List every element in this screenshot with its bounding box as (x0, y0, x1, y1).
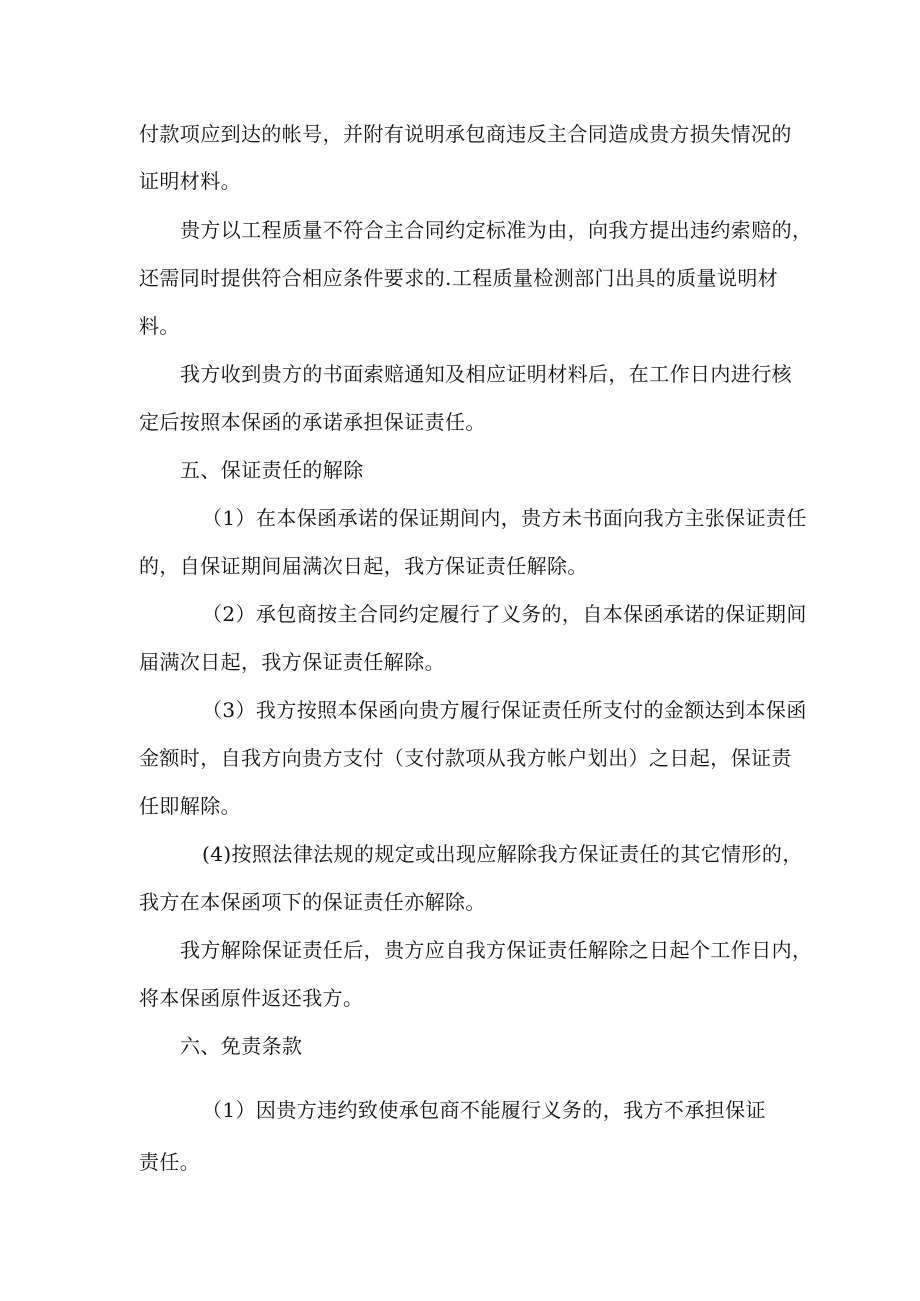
paragraph-line: 责任。 (139, 1150, 201, 1174)
paragraph-line: 金额时，自我方向贵方支付（支付款项从我方帐户划出）之日起，保证责 (139, 746, 792, 770)
paragraph-line: 料。 (139, 314, 180, 338)
paragraph-line: 我方解除保证责任后，贵方应自我方保证责任解除之日起个工作日内， (180, 938, 813, 962)
paragraph-line: 任即解除。 (139, 794, 241, 818)
section-heading: 六、免责条款 (180, 1034, 303, 1058)
paragraph-line: （2）承包商按主合同约定履行了义务的，自本保函承诺的保证期间 (202, 602, 807, 626)
paragraph-line: 定后按照本保函的承诺承担保证责任。 (139, 410, 486, 434)
paragraph-line: 证明材料。 (139, 169, 241, 193)
paragraph-line: 还需同时提供符合相应条件要求的.工程质量检测部门出具的质量说明材 (139, 266, 779, 290)
paragraph-line: （1）因贵方违约致使承包商不能履行义务的，我方不承担保证 (202, 1098, 766, 1122)
paragraph-line: 的，自保证期间届满次日起，我方保证责任解除。 (139, 554, 588, 578)
paragraph-line: (4)按照法律法规的规定或出现应解除我方保证责任的其它情形的， (202, 842, 803, 866)
paragraph-line: 我方收到贵方的书面索赔通知及相应证明材料后，在工作日内进行核 (180, 362, 792, 386)
paragraph-line: 付款项应到达的帐号，并附有说明承包商违反主合同造成贵方损失情况的 (139, 122, 792, 146)
section-heading: 五、保证责任的解除 (180, 458, 364, 482)
paragraph-line: 我方在本保函项下的保证责任亦解除。 (139, 890, 486, 914)
paragraph-line: （1）在本保函承诺的保证期间内，贵方未书面向我方主张保证责任 (202, 506, 807, 530)
paragraph-line: 届满次日起，我方保证责任解除。 (139, 650, 445, 674)
paragraph-line: 贵方以工程质量不符合主合同约定标准为由，向我方提出违约索赔的， (180, 218, 813, 242)
paragraph-line: 将本保函原件返还我方。 (139, 986, 364, 1010)
paragraph-line: （3）我方按照本保函向贵方履行保证责任所支付的金额达到本保函 (202, 698, 807, 722)
